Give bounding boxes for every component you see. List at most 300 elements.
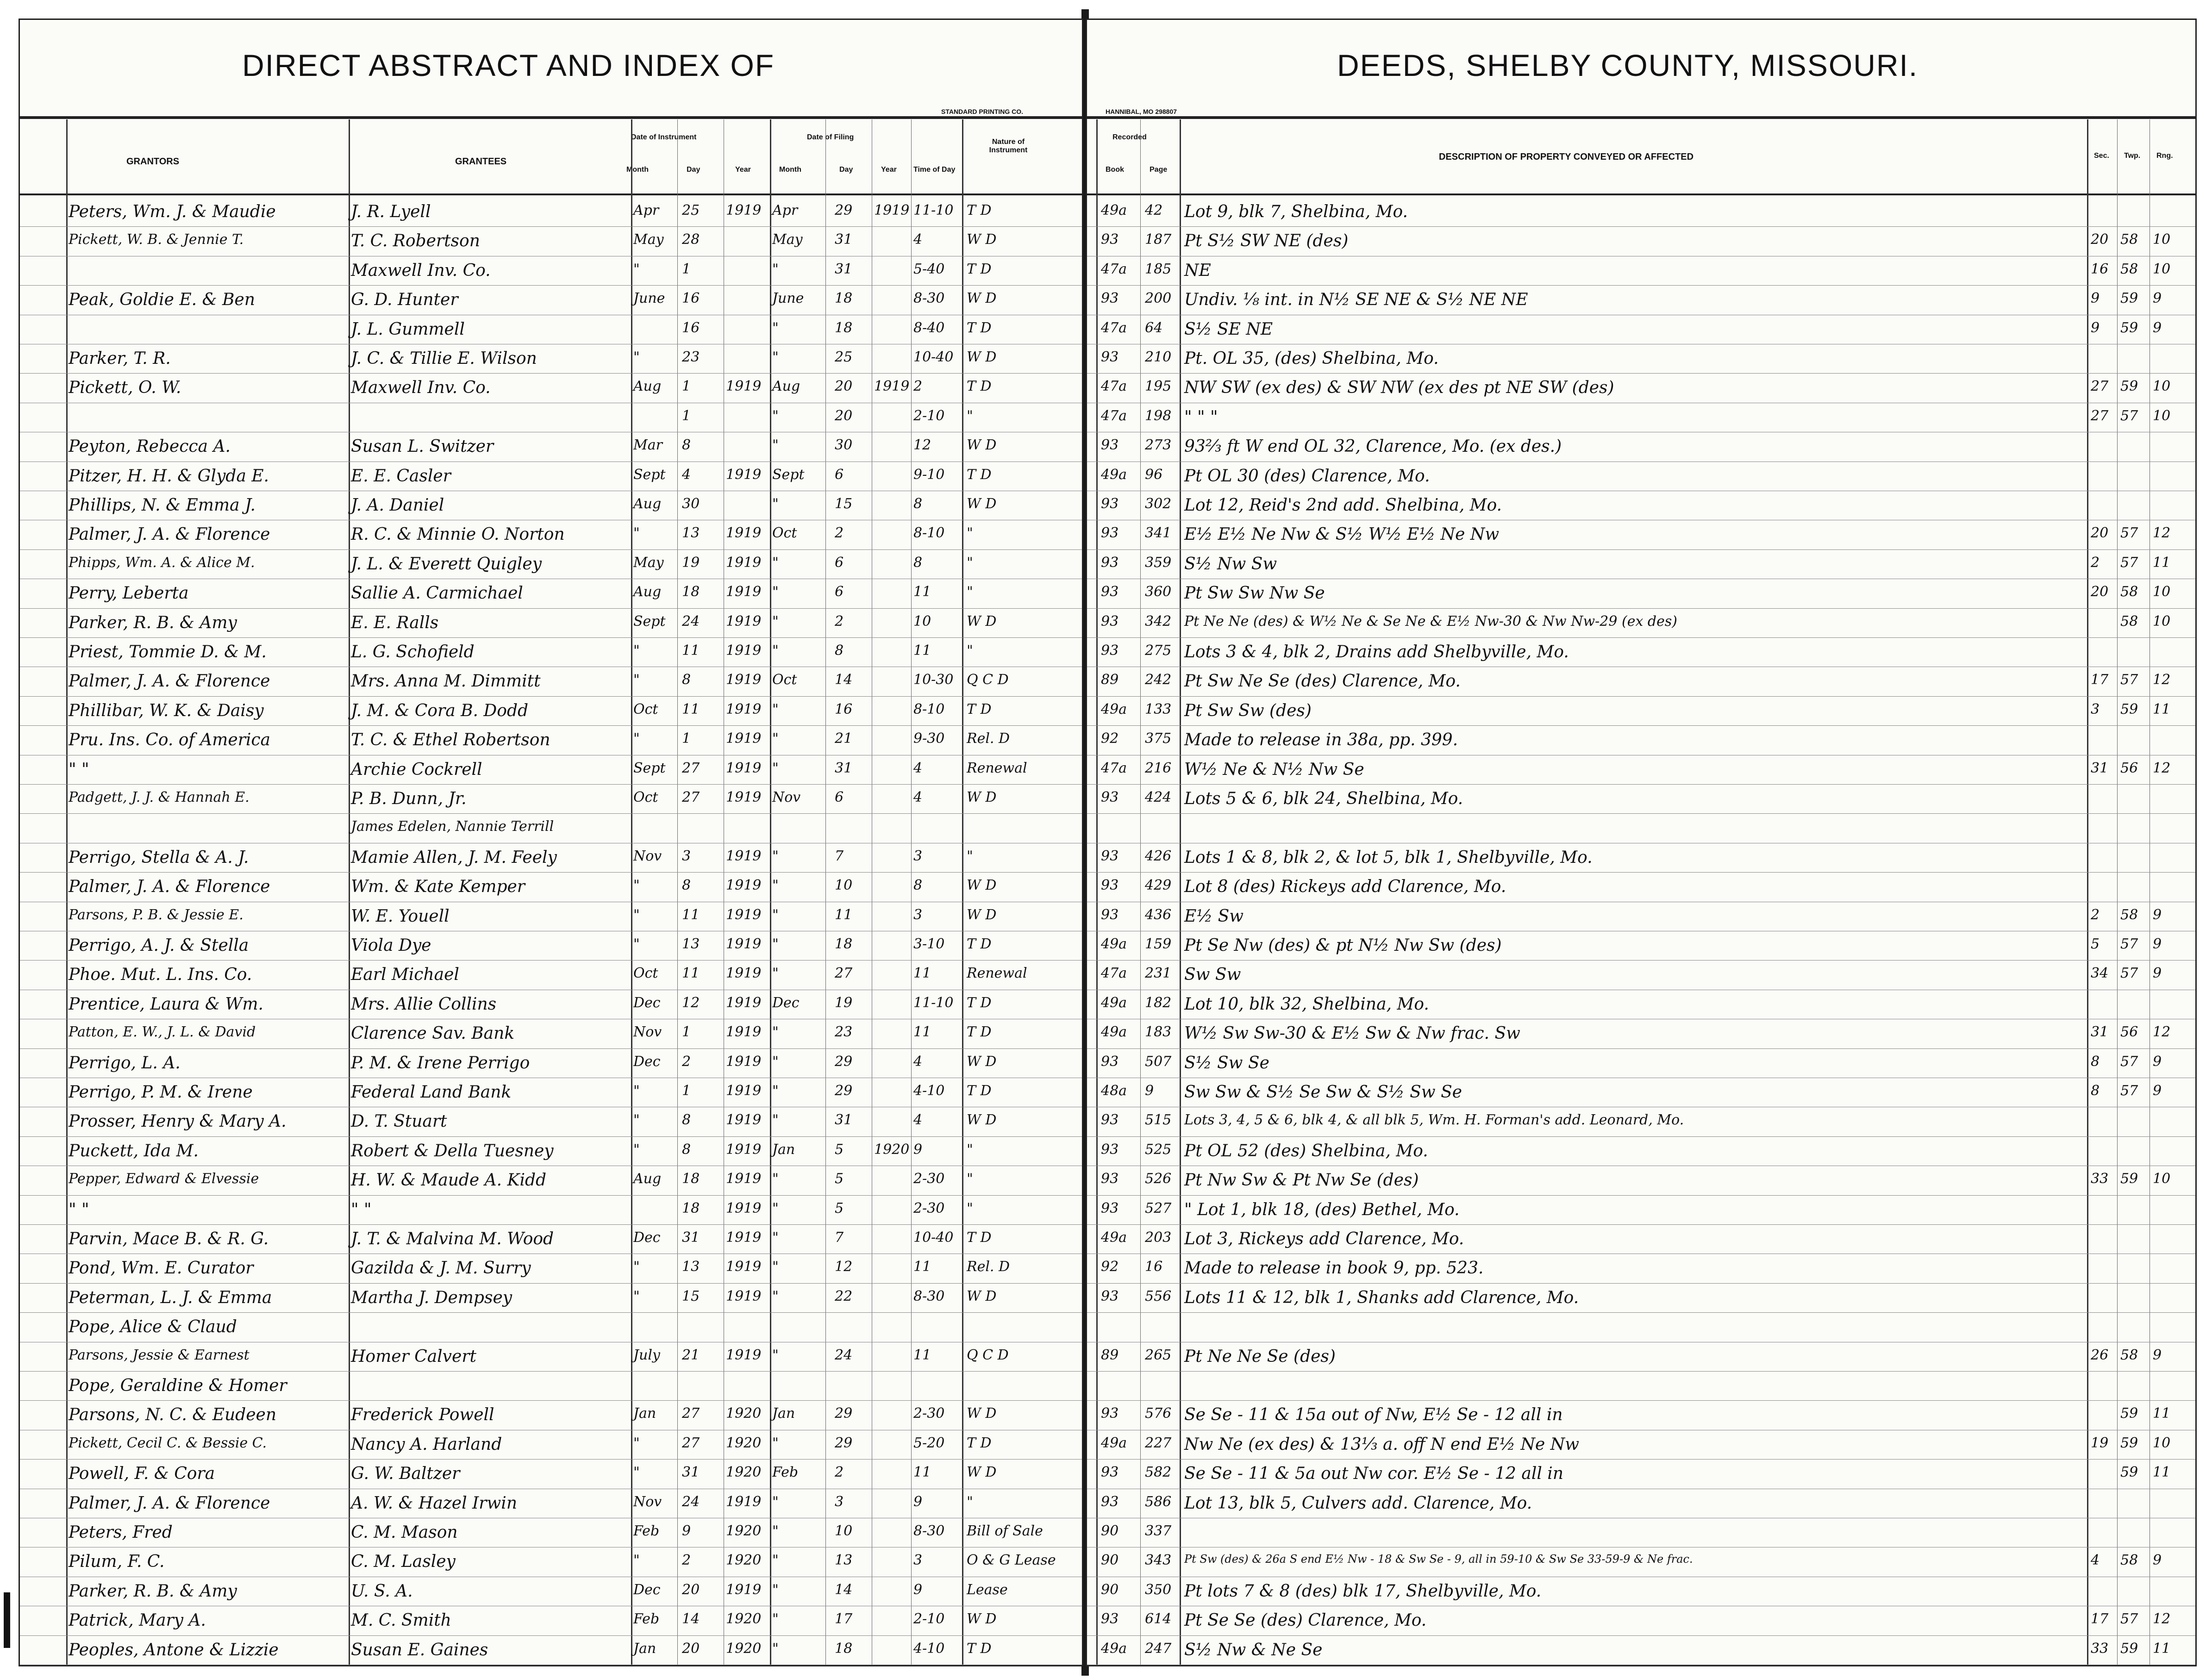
file-month-cell: ": [772, 584, 779, 600]
file-year-cell: 1919: [874, 202, 910, 218]
twp-cell: 58: [2120, 613, 2138, 630]
page-cell: 526: [1145, 1171, 1172, 1187]
inst-month-cell: Apr: [633, 202, 659, 218]
nature-cell: W D: [967, 231, 997, 248]
grantee-cell: A. W. & Hazel Irwin: [351, 1493, 517, 1513]
page-cell: 273: [1145, 437, 1172, 454]
page-cell: 185: [1145, 261, 1172, 277]
sec-cell: 27: [2091, 407, 2109, 424]
rng-cell: 9: [2153, 965, 2162, 982]
page-cell: 426: [1145, 848, 1172, 864]
file-day-cell: 12: [835, 1259, 853, 1275]
row-rule: [1087, 1371, 2195, 1372]
right-page: [1086, 19, 2197, 1666]
time-cell: 11: [913, 1024, 931, 1041]
file-month-cell: June: [772, 290, 804, 307]
file-month-cell: Nov: [772, 789, 801, 805]
grantee-cell: Federal Land Bank: [351, 1083, 512, 1102]
printer-imprint: STANDARD PRINTING CO.: [941, 108, 1024, 115]
row-rule: [1087, 1635, 2195, 1636]
nature-cell: T D: [967, 1435, 992, 1451]
book-cell: 93: [1101, 906, 1119, 923]
sec-header: Sec.: [2094, 152, 2109, 160]
file-month-cell: Aug: [772, 378, 800, 395]
grantee-cell: H. W. & Maude A. Kidd: [351, 1171, 547, 1190]
grantor-cell: Perrigo, Stella & A. J.: [69, 848, 249, 867]
description-cell: Lots 1 & 8, blk 2, & lot 5, blk 1, Shelbyville, Mo.: [1184, 848, 1593, 867]
file-month-cell: ": [772, 319, 779, 336]
time-of-day-header: Time of Day: [913, 166, 956, 174]
time-cell: 2-10: [913, 1611, 945, 1628]
file-day-cell: 6: [835, 466, 844, 483]
rng-cell: 11: [2153, 1640, 2171, 1657]
sec-cell: 5: [2091, 936, 2100, 952]
nature-cell: O & G Lease: [967, 1552, 1056, 1569]
twp-cell: 58: [2120, 1347, 2138, 1363]
grantee-cell: Robert & Della Tuesney: [351, 1141, 554, 1160]
file-month-cell: Apr: [772, 202, 798, 218]
grantee-cell: Gazilda & J. M. Surry: [351, 1259, 531, 1278]
inst-day-cell: 11: [682, 701, 700, 717]
file-month-cell: ": [772, 1581, 779, 1598]
inst-day-cell: 19: [682, 554, 700, 571]
grantor-cell: Parsons, N. C. & Eudeen: [69, 1405, 276, 1425]
file-month-cell: ": [772, 701, 779, 717]
row-rule: [20, 872, 1082, 873]
time-cell: 4: [913, 1112, 923, 1129]
nature-cell: W D: [967, 1112, 997, 1129]
grantee-cell: L. G. Schofield: [351, 643, 475, 661]
description-cell: Pt Sw Sw Nw Se: [1184, 584, 1325, 603]
nature-cell: ": [967, 525, 973, 542]
inst-month-cell: ": [633, 1083, 640, 1099]
row-rule: [20, 1400, 1082, 1401]
page-cell: 359: [1145, 554, 1172, 571]
book-cell: 93: [1101, 1405, 1119, 1422]
inst-year-cell: 1919: [726, 789, 762, 805]
rng-cell: 11: [2153, 701, 2171, 717]
file-day-cell: 24: [835, 1347, 853, 1363]
inst-day-cell: 1: [682, 261, 691, 277]
col-rule: [1140, 119, 1141, 1665]
file-month-cell: ": [772, 1053, 779, 1070]
sec-cell: 20: [2091, 525, 2109, 542]
file-day-cell: 27: [835, 965, 853, 982]
time-cell: 11: [913, 1259, 931, 1275]
page-cell: 525: [1145, 1141, 1172, 1158]
grantor-cell: Patton, E. W., J. L. & David: [69, 1024, 256, 1041]
time-cell: 11-10: [913, 994, 954, 1011]
row-rule: [20, 608, 1082, 609]
grantee-cell: Frederick Powell: [351, 1405, 494, 1425]
grantee-cell: T. C. & Ethel Robertson: [351, 730, 550, 750]
time-cell: 11-10: [913, 202, 954, 218]
sec-cell: 26: [2091, 1347, 2109, 1363]
file-month-cell: ": [772, 496, 779, 512]
inst-year-header: Year: [735, 166, 751, 174]
sec-cell: 8: [2091, 1053, 2100, 1070]
book-cell: 49a: [1101, 1024, 1127, 1041]
grantee-cell: Mrs. Anna M. Dimmitt: [351, 672, 541, 691]
time-cell: 11: [913, 1464, 931, 1481]
page-cell: 576: [1145, 1405, 1172, 1422]
nature-cell: W D: [967, 1288, 997, 1304]
description-cell: Se Se - 11 & 5a out Nw cor. E½ Se - 12 all in: [1184, 1464, 1563, 1484]
page-header: Page: [1150, 166, 1168, 174]
sec-cell: 4: [2091, 1552, 2100, 1569]
nature-cell: W D: [967, 613, 997, 630]
col-rule: [677, 119, 678, 1665]
file-day-cell: 16: [835, 701, 853, 717]
inst-month-cell: June: [633, 290, 665, 307]
file-day-cell: 2: [835, 1464, 844, 1481]
file-month-cell: ": [772, 1435, 779, 1451]
sec-cell: 33: [2091, 1640, 2109, 1657]
row-rule: [20, 1283, 1082, 1284]
inst-month-cell: Nov: [633, 1024, 662, 1041]
description-cell: W½ Ne & N½ Nw Se: [1184, 760, 1364, 779]
description-cell: NE: [1184, 261, 1211, 280]
inst-day-cell: 9: [682, 1523, 691, 1539]
inst-day-cell: 1: [682, 378, 691, 395]
description-cell: S½ Sw Se: [1184, 1053, 1269, 1073]
grantees-header: GRANTEES: [455, 156, 507, 167]
nature-cell: ": [967, 407, 973, 424]
book-cell: 47a: [1101, 965, 1127, 982]
twp-cell: 57: [2120, 525, 2138, 542]
grantor-cell: Puckett, Ida M.: [69, 1141, 199, 1160]
twp-cell: 59: [2120, 378, 2138, 395]
time-cell: 10-30: [913, 672, 954, 688]
time-cell: 2-30: [913, 1405, 945, 1422]
grantee-cell: P. M. & Irene Perrigo: [351, 1053, 530, 1073]
inst-month-cell: Mar: [633, 437, 662, 454]
inst-month-cell: Oct: [633, 701, 658, 717]
page-cell: 265: [1145, 1347, 1172, 1363]
time-cell: 8-30: [913, 1523, 945, 1539]
page-cell: 242: [1145, 672, 1172, 688]
row-rule: [1087, 1136, 2195, 1137]
grantor-cell: Pepper, Edward & Elvessie: [69, 1171, 259, 1187]
grantor-cell: Pru. Ins. Co. of America: [69, 730, 270, 750]
grantee-cell: J. L. & Everett Quigley: [351, 554, 542, 574]
twp-cell: 59: [2120, 1405, 2138, 1422]
file-day-cell: 14: [835, 672, 853, 688]
row-rule: [1087, 637, 2195, 638]
rng-cell: 11: [2153, 554, 2171, 571]
book-cell: 93: [1101, 496, 1119, 512]
twp-cell: 58: [2120, 584, 2138, 600]
nature-cell: T D: [967, 701, 992, 717]
inst-year-cell: 1919: [726, 730, 762, 747]
inst-day-cell: 2: [682, 1053, 691, 1070]
time-cell: 5-40: [913, 261, 945, 277]
nature-cell: T D: [967, 1229, 992, 1246]
page-cell: 507: [1145, 1053, 1172, 1070]
rng-cell: 12: [2153, 672, 2171, 688]
twp-cell: 56: [2120, 1024, 2138, 1041]
inst-day-cell: 21: [682, 1347, 700, 1363]
nature-cell: ": [967, 1493, 973, 1510]
row-rule: [20, 1224, 1082, 1225]
grantee-cell: J. M. & Cora B. Dodd: [351, 701, 529, 720]
inst-day-cell: 18: [682, 584, 700, 600]
grantee-cell: J. A. Daniel: [351, 496, 444, 515]
time-cell: 2-30: [913, 1200, 945, 1216]
inst-day-cell: 30: [682, 496, 700, 512]
inst-year-cell: 1919: [726, 525, 762, 542]
twp-cell: 58: [2120, 261, 2138, 277]
sec-cell: 17: [2091, 672, 2109, 688]
file-year-cell: 1919: [874, 378, 910, 395]
file-month-cell: ": [772, 730, 779, 747]
description-header: DESCRIPTION OF PROPERTY CONVEYED OR AFFECTED: [1439, 152, 1694, 162]
grantor-cell: Peak, Goldie E. & Ben: [69, 290, 255, 310]
time-cell: 9-30: [913, 730, 945, 747]
twp-cell: 57: [2120, 936, 2138, 952]
nature-cell: T D: [967, 202, 992, 218]
inst-month-cell: Nov: [633, 1493, 662, 1510]
inst-month-cell: ": [633, 906, 640, 923]
grantor-cell: Patrick, Mary A.: [69, 1611, 206, 1630]
inst-month-cell: ": [633, 1259, 640, 1275]
file-day-cell: 29: [835, 1083, 853, 1099]
file-day-cell: 31: [835, 231, 853, 248]
description-cell: Pt Ne Ne Se (des): [1184, 1347, 1336, 1366]
row-rule: [20, 1048, 1082, 1049]
file-year-header: Year: [881, 166, 897, 174]
file-month-cell: ": [772, 1024, 779, 1041]
rng-cell: 12: [2153, 1611, 2171, 1628]
inst-month-cell: Dec: [633, 1053, 661, 1070]
inst-year-cell: 1919: [726, 877, 762, 894]
row-rule: [1087, 1224, 2195, 1225]
grantee-cell: J. C. & Tillie E. Wilson: [351, 349, 537, 368]
file-day-cell: 30: [835, 437, 853, 454]
grantee-cell: D. T. Stuart: [351, 1112, 447, 1131]
file-day-cell: 20: [835, 407, 853, 424]
row-rule: [20, 373, 1082, 374]
grantee-cell: Nancy A. Harland: [351, 1435, 502, 1454]
twp-cell: 59: [2120, 319, 2138, 336]
nature-cell: ": [967, 848, 973, 864]
file-month-cell: ": [772, 760, 779, 776]
grantor-cell: Parsons, P. B. & Jessie E.: [69, 906, 244, 923]
time-cell: 10-40: [913, 349, 954, 365]
grantor-cell: Parker, R. B. & Amy: [69, 613, 237, 632]
time-cell: 9: [913, 1141, 923, 1158]
grantee-cell: J. T. & Malvina M. Wood: [351, 1229, 554, 1248]
row-rule: [20, 637, 1082, 638]
row-rule: [1087, 373, 2195, 374]
file-day-cell: 3: [835, 1493, 844, 1510]
time-cell: 8-30: [913, 290, 945, 307]
header-rule-right: [1087, 116, 2195, 119]
inst-day-cell: 1: [682, 1083, 691, 1099]
grantee-cell: E. E. Ralls: [351, 613, 439, 632]
book-cell: 49a: [1101, 1640, 1127, 1657]
inst-year-cell: 1919: [726, 1200, 762, 1216]
inst-year-cell: 1919: [726, 1288, 762, 1304]
file-day-cell: 10: [835, 877, 853, 894]
sec-cell: 31: [2091, 1024, 2109, 1041]
file-day-cell: 11: [835, 906, 853, 923]
book-header: Book: [1106, 166, 1124, 174]
inst-month-cell: May: [633, 554, 664, 571]
sec-cell: 20: [2091, 584, 2109, 600]
row-rule: [1087, 285, 2195, 286]
grantee-cell: R. C. & Minnie O. Norton: [351, 525, 565, 544]
description-cell: S½ SE NE: [1184, 319, 1273, 339]
time-cell: 8: [913, 554, 923, 571]
book-cell: 49a: [1101, 994, 1127, 1011]
row-rule: [20, 285, 1082, 286]
inst-day-cell: 24: [682, 1493, 700, 1510]
row-rule: [1087, 1400, 2195, 1401]
file-day-cell: 2: [835, 525, 844, 542]
description-cell: S½ Nw & Ne Se: [1184, 1640, 1323, 1659]
page-cell: 210: [1145, 349, 1172, 365]
description-cell: Sw Sw: [1184, 965, 1241, 985]
row-rule: [1087, 1312, 2195, 1313]
nature-cell: ": [967, 1141, 973, 1158]
file-month-cell: ": [772, 554, 779, 571]
inst-month-cell: ": [633, 936, 640, 952]
nature-cell: Rel. D: [967, 730, 1010, 747]
grantee-cell: Mrs. Allie Collins: [351, 994, 497, 1014]
book-cell: 47a: [1101, 378, 1127, 395]
page-cell: 614: [1145, 1611, 1172, 1628]
inst-day-cell: 11: [682, 965, 700, 982]
page-cell: 198: [1145, 407, 1172, 424]
time-cell: 4: [913, 789, 923, 805]
twp-cell: 59: [2120, 1171, 2138, 1187]
rng-cell: 10: [2153, 407, 2171, 424]
inst-day-cell: 27: [682, 1405, 700, 1422]
nature-cell: W D: [967, 437, 997, 454]
book-cell: 93: [1101, 877, 1119, 894]
col-rule: [349, 119, 350, 1665]
inst-year-cell: 1919: [726, 672, 762, 688]
nature-cell: Q C D: [967, 672, 1009, 688]
left-page-title: DIRECT ABSTRACT AND INDEX OF: [242, 48, 775, 82]
col-rule: [631, 119, 632, 1665]
description-cell: Lot 13, blk 5, Culvers add. Clarence, Mo.: [1184, 1493, 1532, 1513]
inst-day-cell: 23: [682, 349, 700, 365]
inst-month-cell: ": [633, 261, 640, 277]
row-rule: [1087, 608, 2195, 609]
grantee-cell: G. W. Baltzer: [351, 1464, 460, 1484]
twp-cell: 59: [2120, 1640, 2138, 1657]
grantee-cell: Homer Calvert: [351, 1347, 477, 1366]
page-cell: 200: [1145, 290, 1172, 307]
file-day-cell: 10: [835, 1523, 853, 1539]
inst-day-cell: 11: [682, 643, 700, 659]
twp-cell: 59: [2120, 1435, 2138, 1451]
row-rule: [20, 226, 1082, 227]
file-month-cell: Jan: [772, 1405, 795, 1422]
grantor-cell: Pitzer, H. H. & Glyda E.: [69, 466, 269, 486]
book-cell: 93: [1101, 525, 1119, 542]
grantee-cell: Wm. & Kate Kemper: [351, 877, 525, 897]
col-rule: [2117, 119, 2118, 1665]
page-cell: 183: [1145, 1024, 1172, 1041]
rng-cell: 9: [2153, 906, 2162, 923]
sec-cell: 3: [2091, 701, 2100, 717]
file-month-cell: ": [772, 261, 779, 277]
description-cell: Pt Ne Ne (des) & W½ Ne & Se Ne & E½ Nw-30 & Nw Nw-29 (ex des): [1184, 613, 1677, 630]
rng-cell: 11: [2153, 1464, 2171, 1481]
time-cell: 10: [913, 613, 931, 630]
page-cell: 42: [1145, 202, 1163, 218]
grantor-cell: Prentice, Laura & Wm.: [69, 994, 263, 1014]
nature-cell: T D: [967, 319, 992, 336]
book-cell: 93: [1101, 789, 1119, 805]
inst-month-cell: ": [633, 349, 640, 365]
inst-day-cell: 27: [682, 789, 700, 805]
page-cell: 96: [1145, 466, 1163, 483]
file-day-cell: 13: [835, 1552, 853, 1569]
twp-cell: 58: [2120, 231, 2138, 248]
grantor-cell: Pope, Alice & Claud: [69, 1317, 237, 1337]
recorded-header: Recorded: [1112, 133, 1147, 141]
file-day-cell: 18: [835, 1640, 853, 1657]
grantor-cell: Parsons, Jessie & Earnest: [69, 1347, 250, 1363]
file-month-cell: ": [772, 1259, 779, 1275]
description-cell: Lots 5 & 6, blk 24, Shelbina, Mo.: [1184, 789, 1463, 808]
file-day-cell: 29: [835, 202, 853, 218]
description-cell: Sw Sw & S½ Se Sw & S½ Sw Se: [1184, 1083, 1462, 1102]
col-rule: [911, 119, 912, 1665]
file-month-cell: ": [772, 437, 779, 454]
grantee-cell: Susan E. Gaines: [351, 1640, 488, 1659]
book-cell: 93: [1101, 848, 1119, 864]
time-cell: 2-10: [913, 407, 945, 424]
row-rule: [20, 784, 1082, 785]
inst-year-cell: 1919: [726, 1112, 762, 1129]
description-cell: Nw Ne (ex des) & 13⅓ a. off N end E½ Ne Nw: [1184, 1435, 1580, 1454]
time-cell: 8-40: [913, 319, 945, 336]
inst-year-cell: 1919: [726, 1229, 762, 1246]
file-day-cell: 5: [835, 1141, 844, 1158]
time-cell: 12: [913, 437, 931, 454]
grantee-cell: Mamie Allen, J. M. Feely: [351, 848, 557, 867]
inst-year-cell: 1919: [726, 965, 762, 982]
inst-month-cell: Sept: [633, 760, 666, 776]
twp-cell: 57: [2120, 554, 2138, 571]
inst-month-cell: ": [633, 1552, 640, 1569]
inst-day-cell: 18: [682, 1171, 700, 1187]
time-cell: 4-10: [913, 1083, 945, 1099]
book-cell: 49a: [1101, 1435, 1127, 1451]
sec-cell: 8: [2091, 1083, 2100, 1099]
inst-year-cell: 1919: [726, 1053, 762, 1070]
grantee-cell: C. M. Mason: [351, 1523, 458, 1542]
inst-year-cell: 1919: [726, 643, 762, 659]
rng-header: Rng.: [2156, 152, 2173, 160]
twp-cell: 57: [2120, 965, 2138, 982]
description-cell: " Lot 1, blk 18, (des) Bethel, Mo.: [1184, 1200, 1460, 1219]
nature-cell: Lease: [967, 1581, 1008, 1598]
description-cell: NW SW (ex des) & SW NW (ex des pt NE SW (des): [1184, 378, 1614, 398]
file-month-cell: Jan: [772, 1141, 795, 1158]
inst-year-cell: 1919: [726, 760, 762, 776]
description-cell: E½ E½ Ne Nw & S½ W½ E½ Ne Nw: [1184, 525, 1500, 544]
row-rule: [20, 1136, 1082, 1137]
inst-month-cell: Aug: [633, 1171, 662, 1187]
sec-cell: 16: [2091, 261, 2109, 277]
grantor-cell: Peters, Fred: [69, 1523, 173, 1542]
